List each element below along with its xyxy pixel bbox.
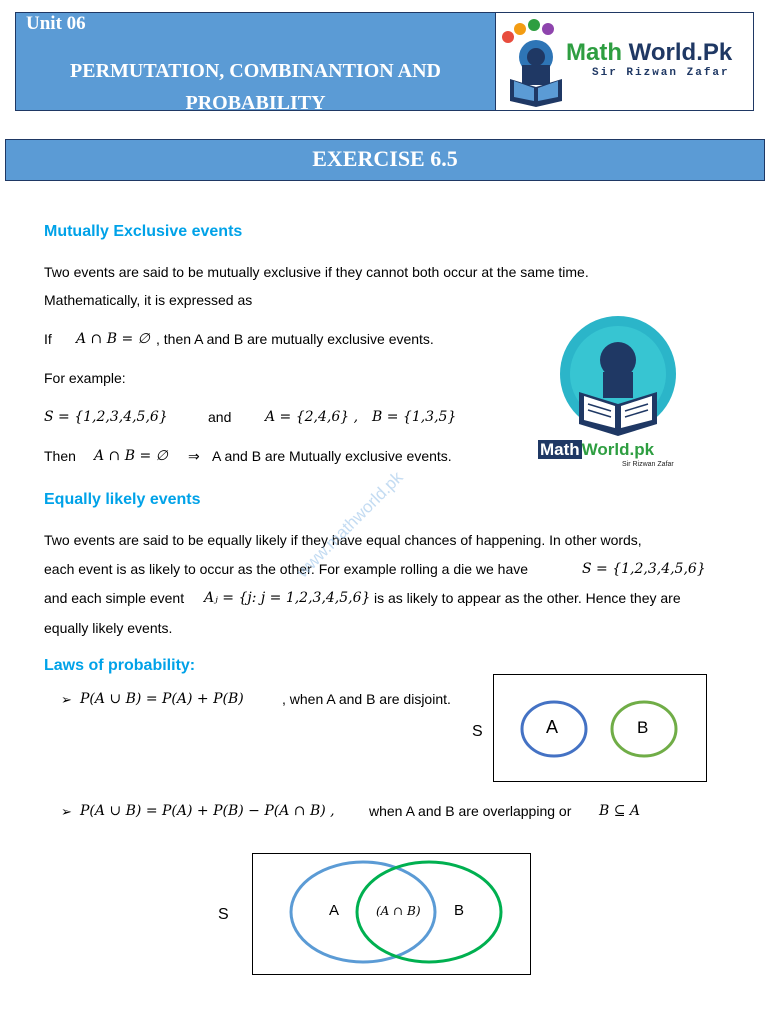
venn2-intersection-label: (A ∩ B) xyxy=(376,904,421,918)
bullet-arrow-icon: ➢ xyxy=(61,692,72,707)
bullet-arrow-icon: ➢ xyxy=(61,804,72,819)
venn2-a-label: A xyxy=(329,902,340,919)
unit-label: Unit 06 xyxy=(26,13,86,34)
law2-text: when A and B are overlapping or xyxy=(369,803,572,819)
side-logo-name xyxy=(538,440,654,460)
unit-header xyxy=(15,12,496,114)
logo-author: Sir Rizwan Zafar xyxy=(592,67,730,79)
reader-logo-icon xyxy=(498,17,576,107)
law1-text: , when A and B are disjoint. xyxy=(282,691,451,707)
venn1-s-label: S xyxy=(472,723,483,740)
side-logo xyxy=(530,312,705,477)
watermark: www.mathworld.pk xyxy=(292,467,407,582)
me-if-word: If xyxy=(44,331,52,347)
el-line2-text: each event is as likely to occur as the other. For example rolling a die we have xyxy=(44,561,529,577)
exercise-title: EXERCISE 6.5 xyxy=(312,146,458,171)
me-and: and xyxy=(208,409,232,425)
me-line1: Two events are said to be mutually exclusive if they cannot both occur at the same time. xyxy=(44,264,589,280)
side-logo-author: Sir Rizwan Zafar xyxy=(622,461,674,468)
heading-equally-likely: Equally likely events xyxy=(44,491,201,508)
me-line2: Mathematically, it is expressed as xyxy=(44,292,253,308)
venn-disjoint-circles xyxy=(494,675,706,781)
unit-title-line2: PROBABILITY xyxy=(185,92,326,114)
me-a-set: A = {2,4,6} , xyxy=(265,409,359,425)
me-s-set: S = {1,2,3,4,5,6} xyxy=(44,409,168,425)
el-line3-math: Aⱼ = {j: j = 1,2,3,4,5,6} xyxy=(204,590,371,606)
venn2-b-label: B xyxy=(454,902,465,919)
me-if-math: A ∩ B = ∅ xyxy=(76,331,150,347)
el-line3-text2: is as likely to appear as the other. Hence they are xyxy=(374,590,681,606)
law1-math: P(A ∪ B) = P(A) + P(B) xyxy=(80,691,244,707)
unit-title xyxy=(16,55,495,119)
unit-title-line1: PERMUTATION, COMBINANTION AND xyxy=(70,60,441,82)
el-line2-math: S = {1,2,3,4,5,6} xyxy=(582,561,706,577)
me-b-set: B = {1,3,5} xyxy=(372,409,457,425)
law2-condition: B ⊆ A xyxy=(599,803,641,819)
me-then-word: Then xyxy=(44,448,76,464)
venn-diagram-overlap xyxy=(252,853,531,975)
me-for-example: For example: xyxy=(44,370,126,386)
el-line1: Two events are said to be equally likely if they have equal chances of happening. In other words, xyxy=(44,532,642,548)
heading-laws: Laws of probability: xyxy=(44,657,196,674)
logo-name xyxy=(566,39,732,67)
venn1-b-label: B xyxy=(637,718,649,737)
me-then-math: A ∩ B = ∅ xyxy=(94,448,168,464)
venn2-s-label: S xyxy=(218,906,229,923)
el-line4: equally likely events. xyxy=(44,620,173,636)
side-logo-math: Math xyxy=(540,440,580,459)
me-then-arrow: ⇒ xyxy=(188,448,200,464)
side-logo-world: World.pk xyxy=(581,440,655,459)
mathworld-logo xyxy=(495,12,754,111)
venn-diagram-disjoint xyxy=(493,674,707,782)
venn1-a-label: A xyxy=(546,717,559,737)
exercise-bar xyxy=(5,139,765,181)
me-then-rest: A and B are Mutually exclusive events. xyxy=(212,448,452,464)
logo-name-rest: World.Pk xyxy=(622,39,733,66)
logo-name-math: Math xyxy=(566,39,622,66)
reader-logo-large-icon xyxy=(557,312,679,437)
el-line3-text1: and each simple event xyxy=(44,590,185,606)
me-if-rest: , then A and B are mutually exclusive events. xyxy=(156,331,434,347)
law2-math: P(A ∪ B) = P(A) + P(B) − P(A ∩ B) , xyxy=(80,803,335,819)
heading-mutually-exclusive: Mutually Exclusive events xyxy=(44,223,243,240)
